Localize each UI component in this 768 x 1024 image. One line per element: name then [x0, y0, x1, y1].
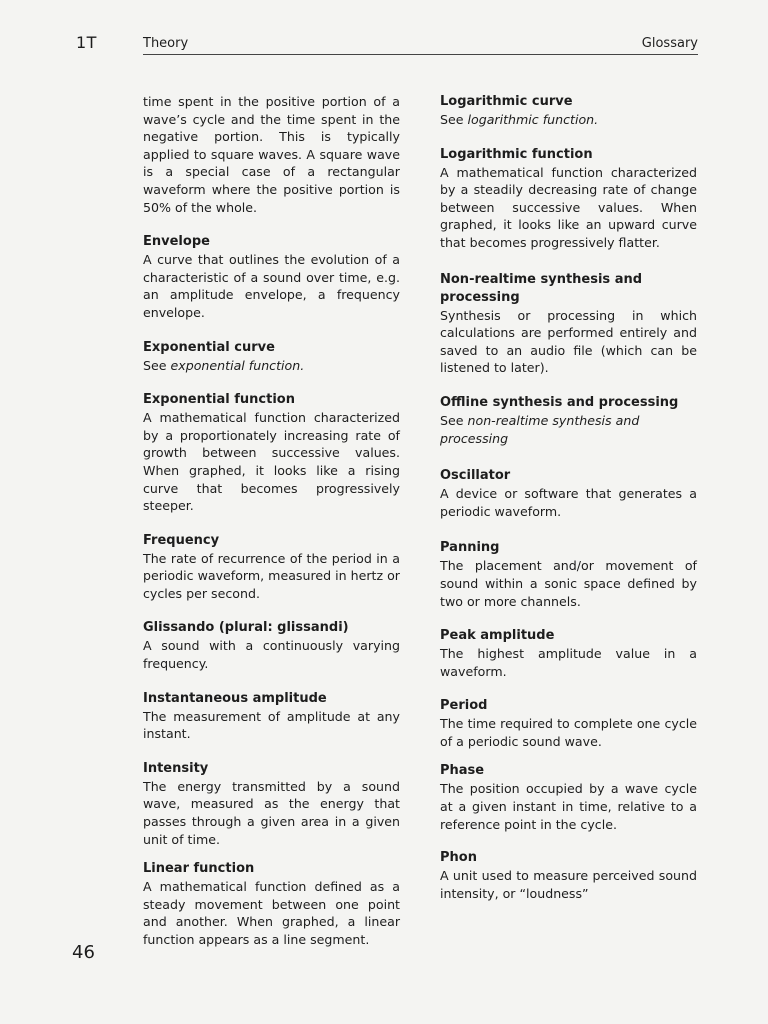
continuation-text: time spent in the positive portion of a wave’s cycle and the time spent in the negative portion. This is typically applied to square waves. A square wave is a special case of a rectangular waveform where the positive portion is 50% of the whole.	[143, 94, 400, 215]
glossary-entry	[143, 233, 400, 321]
entry-term: Exponential curve	[143, 339, 275, 355]
entry-term: Exponential function	[143, 392, 295, 408]
entry-definition: The highest amplitude value in a waveform.	[440, 646, 697, 679]
glossary-entry	[143, 391, 400, 515]
glossary-entry	[440, 93, 697, 129]
glossary-entry	[440, 271, 697, 377]
right-column	[440, 93, 697, 902]
glossary-entry	[440, 394, 697, 447]
entry-term: Oscillator	[440, 468, 511, 484]
running-title: Glossary	[641, 36, 698, 51]
glossary-entry	[143, 860, 400, 948]
entry-term: Peak amplitude	[440, 628, 555, 644]
entry-term: Frequency	[143, 532, 220, 548]
glossary-entry	[440, 146, 697, 252]
glossary-entry	[440, 539, 697, 610]
entry-definition: A curve that outlines the evolution of a characteristic of a sound over time, e.g. an amplitude envelope, a frequency envelope.	[143, 252, 400, 320]
entry-definition: The measurement of amplitude at any instant.	[143, 708, 400, 742]
entry-term: Logarithmic curve	[440, 94, 573, 109]
glossary-entry	[440, 627, 697, 680]
section-title: Theory	[143, 36, 189, 51]
see-term: non-realtime synthesis and processing	[440, 412, 640, 446]
entry-definition	[440, 412, 697, 447]
entry-definition: The rate of recurrence of the period in a periodic waveform, measured in hertz or cycles per second.	[143, 550, 400, 601]
glossary-entry	[143, 339, 400, 375]
entry-definition: The position occupied by a wave cycle at a given instant in time, relative to a reference point in the cycle.	[440, 781, 697, 832]
entry-definition: The placement and/or movement of sound within a sonic space defined by two or more channels.	[440, 558, 697, 609]
see-label: See	[440, 412, 464, 428]
entry-definition: A mathematical function characterized by a steadily decreasing rate of change between successive values. When graphed, it looks like an upward curve that becomes progressively flatter.	[440, 164, 697, 250]
glossary-entry	[440, 762, 697, 833]
glossary-entry	[440, 849, 697, 902]
entry-term: Phon	[440, 850, 477, 866]
header-rule	[143, 54, 698, 55]
entry-term: Glissando (plural: glissandi)	[143, 620, 349, 636]
section-number: 1T	[76, 33, 97, 52]
see-term: logarithmic function.	[467, 112, 599, 127]
entry-term: Panning	[440, 540, 500, 556]
entry-term: Logarithmic function	[440, 146, 593, 162]
glossary-entry	[143, 760, 400, 848]
page-number: 46	[72, 942, 95, 963]
entry-term: Envelope	[143, 234, 210, 250]
entry-definition: The time required to complete one cycle of a periodic sound wave.	[440, 716, 697, 749]
glossary-entry	[440, 697, 697, 750]
entry-term: Phase	[440, 763, 485, 779]
entry-definition: A unit used to measure perceived sound intensity, or “loudness”	[440, 868, 697, 901]
glossary-entry	[143, 619, 400, 672]
entry-definition: A mathematical function characterized by a proportionately increasing rate of growth between successive values. When graphed, it looks like a rising curve that becomes progressively steeper.	[143, 410, 400, 514]
entry-term: Intensity	[143, 760, 209, 776]
see-label: See	[440, 112, 464, 127]
entry-definition	[143, 357, 400, 375]
glossary-entry	[440, 467, 697, 520]
entry-definition: A sound with a continuously varying frequency.	[143, 638, 400, 672]
entry-term: Non-realtime synthesis and processing	[440, 271, 643, 305]
left-column	[143, 93, 400, 949]
entry-definition	[440, 111, 697, 129]
entry-definition: The energy transmitted by a sound wave, measured as the energy that passes through a given area in a given unit of time.	[143, 778, 400, 847]
entry-definition: A device or software that generates a periodic waveform.	[440, 486, 697, 519]
entry-term: Linear function	[143, 861, 255, 877]
see-label: See	[143, 357, 167, 373]
entry-definition: A mathematical function defined as a steady movement between one point and another. When graphed, a linear function appears as a line segment.	[143, 879, 400, 947]
glossary-entry	[143, 690, 400, 743]
see-term: exponential function.	[170, 357, 305, 373]
entry-term: Instantaneous amplitude	[143, 690, 327, 706]
entry-term: Period	[440, 698, 488, 714]
entry-term: Offline synthesis and processing	[440, 394, 679, 410]
glossary-entry	[143, 532, 400, 603]
entry-definition: Synthesis or processing in which calculations are performed entirely and saved to an audio file (which can be listened to later).	[440, 307, 697, 376]
